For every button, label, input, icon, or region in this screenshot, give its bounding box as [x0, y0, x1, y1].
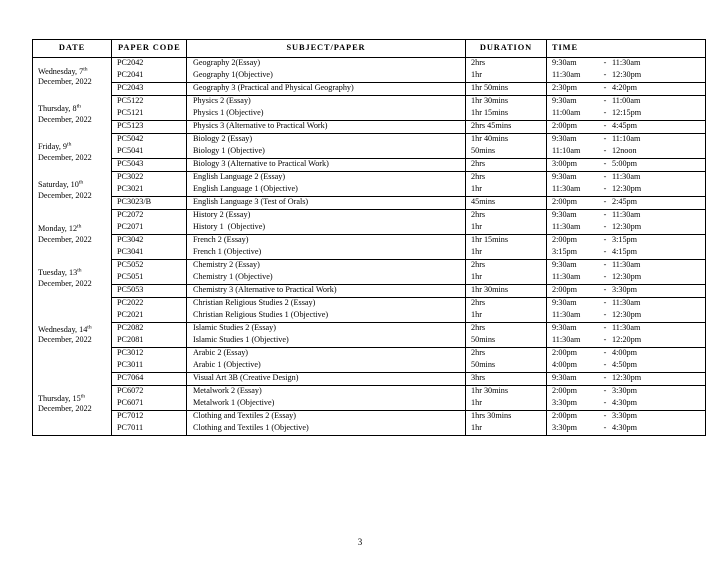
time-end: 4:00pm — [612, 348, 638, 358]
duration-cell: 1hr — [466, 398, 547, 411]
paper-code-cell: PC5042 — [112, 134, 187, 147]
time-cell — [547, 184, 706, 197]
subject-paper-cell: Chemistry 1 (Objective) — [187, 272, 466, 285]
table-row — [33, 335, 706, 348]
duration-cell: 2hrs 45mins — [466, 121, 547, 134]
time-start: 9:30am — [552, 323, 577, 333]
subject-paper-cell: Geography 2(Essay) — [187, 58, 466, 71]
time-start: 3:30pm — [552, 398, 578, 408]
time-start: 3:00pm — [552, 159, 578, 169]
time-start: 2:00pm — [552, 348, 578, 358]
exam-date-ordinal: th — [67, 141, 72, 148]
duration-cell: 2hrs — [466, 348, 547, 361]
paper-code-cell: PC5123 — [112, 121, 187, 134]
time-separator: - — [603, 298, 607, 308]
subject-paper-cell: French 2 (Essay) — [187, 235, 466, 248]
time-separator: - — [603, 121, 607, 131]
exam-date-day: Wednesday, 7th — [38, 65, 88, 76]
subject-paper-cell: Physics 1 (Objective) — [187, 108, 466, 121]
table-row — [33, 285, 706, 298]
table-row — [33, 360, 706, 373]
time-end: 3:30pm — [612, 386, 638, 396]
subject-paper-cell: History 1 (Objective) — [187, 222, 466, 235]
time-separator: - — [603, 348, 607, 358]
duration-cell: 2hrs — [466, 58, 547, 71]
paper-code-cell: PC5121 — [112, 108, 187, 121]
time-separator: - — [603, 172, 607, 182]
subject-paper-cell: English Language 3 (Test of Orals) — [187, 197, 466, 210]
duration-cell: 1hr 50mins — [466, 83, 547, 96]
exam-timetable — [32, 39, 706, 436]
column-header-date: DATE — [33, 40, 112, 58]
time-separator: - — [603, 360, 607, 370]
column-header-time: TIME — [547, 40, 706, 58]
time-cell — [547, 197, 706, 210]
time-end: 12:30pm — [612, 222, 642, 232]
subject-paper-cell: Christian Religious Studies 1 (Objective) — [187, 310, 466, 323]
exam-date-year: December, 2022 — [38, 77, 92, 87]
time-start: 9:30am — [552, 260, 577, 270]
time-cell — [547, 398, 706, 411]
time-end: 2:45pm — [612, 197, 638, 207]
subject-paper-cell: Arabic 2 (Essay) — [187, 348, 466, 361]
table-row — [33, 386, 706, 399]
paper-code-cell: PC3042 — [112, 235, 187, 248]
subject-paper-cell: Biology 2 (Essay) — [187, 134, 466, 147]
time-start: 9:30am — [552, 58, 577, 68]
exam-date-cell — [33, 373, 112, 436]
table-row — [33, 108, 706, 121]
subject-paper-cell: English Language 2 (Essay) — [187, 172, 466, 185]
exam-date-ordinal: th — [83, 65, 88, 72]
subject-paper-cell: Clothing and Textiles 2 (Essay) — [187, 411, 466, 424]
paper-code-cell: PC3022 — [112, 172, 187, 185]
exam-date-year: December, 2022 — [38, 278, 92, 288]
subject-paper-cell: English Language 1 (Objective) — [187, 184, 466, 197]
paper-code-cell: PC3021 — [112, 184, 187, 197]
time-end: 3:15pm — [612, 235, 638, 245]
duration-cell: 1hr 30mins — [466, 386, 547, 399]
time-start: 3:30pm — [552, 423, 578, 433]
table-row — [33, 373, 706, 386]
paper-code-cell: PC2042 — [112, 58, 187, 71]
time-cell — [547, 272, 706, 285]
subject-paper-cell: Clothing and Textiles 1 (Objective) — [187, 423, 466, 436]
duration-cell: 1hr 40mins — [466, 134, 547, 147]
paper-code-cell: PC5041 — [112, 146, 187, 159]
column-header-paper-code: PAPER CODE — [112, 40, 187, 58]
exam-date-cell — [33, 96, 112, 134]
table-row — [33, 70, 706, 83]
duration-cell: 1hr — [466, 247, 547, 260]
time-cell — [547, 159, 706, 172]
table-row — [33, 348, 706, 361]
subject-paper-cell: Islamic Studies 2 (Essay) — [187, 323, 466, 336]
duration-cell: 1hr 15mins — [466, 235, 547, 248]
time-start: 9:30am — [552, 172, 577, 182]
exam-date-ordinal: th — [77, 223, 82, 230]
time-cell — [547, 247, 706, 260]
time-end: 11:30am — [612, 58, 641, 68]
time-start: 11:30am — [552, 335, 581, 345]
time-start: 9:30am — [552, 96, 577, 106]
table-row — [33, 323, 706, 336]
table-row — [33, 96, 706, 109]
time-cell — [547, 335, 706, 348]
paper-code-cell: PC6072 — [112, 386, 187, 399]
time-separator: - — [603, 146, 607, 156]
time-end: 4:50pm — [612, 360, 638, 370]
table-row — [33, 411, 706, 424]
duration-cell: 2hrs — [466, 159, 547, 172]
table-row — [33, 121, 706, 134]
paper-code-cell: PC5051 — [112, 272, 187, 285]
time-cell — [547, 58, 706, 71]
time-separator: - — [603, 197, 607, 207]
time-cell — [547, 348, 706, 361]
time-separator: - — [603, 398, 607, 408]
time-start: 2:00pm — [552, 386, 578, 396]
paper-code-cell: PC2071 — [112, 222, 187, 235]
exam-date-cell — [33, 298, 112, 373]
time-start: 2:00pm — [552, 197, 578, 207]
time-end: 11:30am — [612, 172, 641, 182]
table-row — [33, 197, 706, 210]
table-row — [33, 184, 706, 197]
subject-paper-cell: Biology 1 (Objective) — [187, 146, 466, 159]
time-end: 4:15pm — [612, 247, 638, 257]
time-cell — [547, 260, 706, 273]
time-start: 11:30am — [552, 272, 581, 282]
time-end: 12noon — [612, 146, 637, 156]
time-separator: - — [603, 184, 607, 194]
exam-date-day: Tuesday, 13th — [38, 267, 82, 278]
paper-code-cell: PC5053 — [112, 285, 187, 298]
table-row — [33, 298, 706, 311]
duration-cell: 50mins — [466, 360, 547, 373]
time-start: 2:00pm — [552, 285, 578, 295]
page-number: 3 — [357, 537, 363, 547]
table-row — [33, 272, 706, 285]
time-start: 11:10am — [552, 146, 581, 156]
table-row — [33, 398, 706, 411]
table-row — [33, 247, 706, 260]
time-cell — [547, 83, 706, 96]
duration-cell: 1hr 30mins — [466, 285, 547, 298]
subject-paper-cell: Physics 2 (Essay) — [187, 96, 466, 109]
paper-code-cell: PC3041 — [112, 247, 187, 260]
duration-cell: 1hr 15mins — [466, 108, 547, 121]
duration-cell: 1hr — [466, 222, 547, 235]
paper-code-cell: PC3012 — [112, 348, 187, 361]
exam-date-ordinal: th — [87, 324, 92, 331]
table-row — [33, 58, 706, 71]
exam-date-ordinal: th — [76, 103, 81, 110]
time-start: 2:30pm — [552, 83, 578, 93]
time-end: 3:30pm — [612, 285, 638, 295]
time-end: 4:30pm — [612, 423, 638, 433]
table-row — [33, 210, 706, 223]
time-end: 4:30pm — [612, 398, 638, 408]
exam-date-year: December, 2022 — [38, 114, 92, 124]
time-cell — [547, 222, 706, 235]
duration-cell: 1hr — [466, 272, 547, 285]
time-separator: - — [603, 222, 607, 232]
duration-cell: 50mins — [466, 146, 547, 159]
exam-date-day: Monday, 12th — [38, 223, 82, 234]
duration-cell: 1hr — [466, 423, 547, 436]
time-end: 12:30pm — [612, 310, 642, 320]
time-separator: - — [603, 260, 607, 270]
time-cell — [547, 285, 706, 298]
paper-code-cell: PC2021 — [112, 310, 187, 323]
time-end: 12:15pm — [612, 108, 642, 118]
paper-code-cell: PC2022 — [112, 298, 187, 311]
time-cell — [547, 134, 706, 147]
subject-paper-cell: Metalwork 2 (Essay) — [187, 386, 466, 399]
exam-date-cell — [33, 172, 112, 210]
exam-date-cell — [33, 210, 112, 260]
subject-paper-cell: Biology 3 (Alternative to Practical Work) — [187, 159, 466, 172]
paper-code-cell: PC5122 — [112, 96, 187, 109]
table-row — [33, 146, 706, 159]
paper-code-cell: PC6071 — [112, 398, 187, 411]
time-separator: - — [603, 423, 607, 433]
column-header-duration: DURATION — [466, 40, 547, 58]
exam-date-cell — [33, 260, 112, 298]
exam-date-cell — [33, 134, 112, 172]
subject-paper-cell: History 2 (Essay) — [187, 210, 466, 223]
exam-date-year: December, 2022 — [38, 234, 92, 244]
time-cell — [547, 298, 706, 311]
time-cell — [547, 108, 706, 121]
time-start: 11:30am — [552, 184, 581, 194]
time-end: 11:10am — [612, 134, 641, 144]
table-row — [33, 222, 706, 235]
duration-cell: 50mins — [466, 335, 547, 348]
duration-cell: 1hr 30mins — [466, 96, 547, 109]
time-separator: - — [603, 373, 607, 383]
time-start: 2:00pm — [552, 121, 578, 131]
time-start: 2:00pm — [552, 411, 578, 421]
time-start: 11:30am — [552, 222, 581, 232]
paper-code-cell: PC3011 — [112, 360, 187, 373]
exam-date-year: December, 2022 — [38, 190, 92, 200]
time-start: 11:30am — [552, 310, 581, 320]
exam-date-day: Wednesday, 14th — [38, 324, 92, 334]
time-separator: - — [603, 159, 607, 169]
table-row — [33, 172, 706, 185]
exam-date-ordinal: th — [77, 267, 82, 274]
table-row — [33, 235, 706, 248]
time-cell — [547, 121, 706, 134]
exam-date-day: Thursday, 15th — [38, 392, 86, 403]
paper-code-cell: PC7064 — [112, 373, 187, 386]
table-row — [33, 83, 706, 96]
time-end: 12:30pm — [612, 184, 642, 194]
table-row — [33, 159, 706, 172]
time-separator: - — [603, 285, 607, 295]
time-start: 9:30am — [552, 134, 577, 144]
time-start: 9:30am — [552, 373, 577, 383]
subject-paper-cell: Arabic 1 (Objective) — [187, 360, 466, 373]
time-cell — [547, 210, 706, 223]
time-end: 11:30am — [612, 260, 641, 270]
time-cell — [547, 386, 706, 399]
paper-code-cell: PC2072 — [112, 210, 187, 223]
paper-code-cell: PC7012 — [112, 411, 187, 424]
paper-code-cell: PC7011 — [112, 423, 187, 436]
time-end: 11:00am — [612, 96, 641, 106]
subject-paper-cell: French 1 (Objective) — [187, 247, 466, 260]
paper-code-cell: PC2081 — [112, 335, 187, 348]
time-end: 12:30pm — [612, 70, 642, 80]
time-start: 4:00pm — [552, 360, 578, 370]
table-row — [33, 310, 706, 323]
time-separator: - — [603, 323, 607, 333]
duration-cell: 2hrs — [466, 172, 547, 185]
column-header-subject: SUBJECT/PAPER — [187, 40, 466, 58]
time-separator: - — [603, 96, 607, 106]
table-row — [33, 423, 706, 436]
duration-cell: 2hrs — [466, 210, 547, 223]
subject-paper-cell: Islamic Studies 1 (Objective) — [187, 335, 466, 348]
time-end: 12:20pm — [612, 335, 642, 345]
duration-cell: 1hr — [466, 70, 547, 83]
time-end: 11:30am — [612, 323, 641, 333]
paper-code-cell: PC2041 — [112, 70, 187, 83]
duration-cell: 1hr — [466, 310, 547, 323]
time-cell — [547, 423, 706, 436]
time-separator: - — [603, 247, 607, 257]
time-cell — [547, 310, 706, 323]
time-cell — [547, 70, 706, 83]
time-cell — [547, 373, 706, 386]
paper-code-cell: PC2082 — [112, 323, 187, 336]
time-separator: - — [603, 70, 607, 80]
time-separator: - — [603, 58, 607, 68]
duration-cell: 2hrs — [466, 298, 547, 311]
exam-date-day: Saturday, 10th — [38, 179, 84, 190]
time-start: 11:30am — [552, 70, 581, 80]
time-separator: - — [603, 310, 607, 320]
table-body — [33, 58, 706, 436]
table-row — [33, 134, 706, 147]
time-cell — [547, 96, 706, 109]
paper-code-cell: PC5052 — [112, 260, 187, 273]
duration-cell: 1hr — [466, 184, 547, 197]
time-separator: - — [603, 83, 607, 93]
paper-code-cell: PC2043 — [112, 83, 187, 96]
time-separator: - — [603, 272, 607, 282]
exam-date-ordinal: th — [78, 179, 84, 186]
subject-paper-cell: Metalwork 1 (Objective) — [187, 398, 466, 411]
exam-date-day: Friday, 9th — [38, 141, 72, 152]
time-cell — [547, 235, 706, 248]
duration-cell: 45mins — [466, 197, 547, 210]
time-cell — [547, 172, 706, 185]
time-end: 4:20pm — [612, 83, 638, 93]
subject-paper-cell: Chemistry 2 (Essay) — [187, 260, 466, 273]
exam-date-year: December, 2022 — [38, 335, 92, 345]
time-separator: - — [603, 335, 607, 345]
exam-date-cell — [33, 58, 112, 96]
subject-paper-cell: Visual Art 3B (Creative Design) — [187, 373, 466, 386]
paper-code-cell: PC3023/B — [112, 197, 187, 210]
table-header — [33, 40, 706, 58]
exam-date-year: December, 2022 — [38, 404, 92, 414]
time-end: 11:30am — [612, 298, 641, 308]
time-cell — [547, 146, 706, 159]
exam-timetable-container — [32, 39, 705, 436]
time-start: 11:00am — [552, 108, 581, 118]
table-header-row — [33, 40, 706, 58]
time-end: 12:30pm — [612, 272, 642, 282]
time-end: 3:30pm — [612, 411, 638, 421]
time-end: 5:00pm — [612, 159, 638, 169]
subject-paper-cell: Christian Religious Studies 2 (Essay) — [187, 298, 466, 311]
paper-code-cell: PC5043 — [112, 159, 187, 172]
time-separator: - — [603, 210, 607, 220]
time-start: 3:15pm — [552, 247, 578, 257]
exam-date-day: Thursday, 8th — [38, 103, 81, 114]
duration-cell: 3hrs — [466, 373, 547, 386]
duration-cell: 2hrs — [466, 323, 547, 336]
time-end: 12:30pm — [612, 373, 642, 383]
time-cell — [547, 323, 706, 336]
time-cell — [547, 360, 706, 373]
time-end: 4:45pm — [612, 121, 638, 131]
time-separator: - — [603, 411, 607, 421]
duration-cell: 2hrs — [466, 260, 547, 273]
duration-cell: 1hrs 30mins — [466, 411, 547, 424]
subject-paper-cell: Physics 3 (Alternative to Practical Work) — [187, 121, 466, 134]
time-start: 2:00pm — [552, 235, 578, 245]
time-separator: - — [603, 108, 607, 118]
time-start: 9:30am — [552, 210, 577, 220]
subject-paper-cell: Chemistry 3 (Alternative to Practical Work) — [187, 285, 466, 298]
time-end: 11:30am — [612, 210, 641, 220]
subject-paper-cell: Geography 1(Objective) — [187, 70, 466, 83]
subject-paper-cell: Geography 3 (Practical and Physical Geography) — [187, 83, 466, 96]
time-cell — [547, 411, 706, 424]
exam-date-ordinal: th — [80, 392, 86, 399]
time-separator: - — [603, 386, 607, 396]
table-row — [33, 260, 706, 273]
exam-date-year: December, 2022 — [38, 152, 92, 162]
time-start: 9:30am — [552, 298, 577, 308]
time-separator: - — [603, 235, 607, 245]
time-separator: - — [603, 134, 607, 144]
